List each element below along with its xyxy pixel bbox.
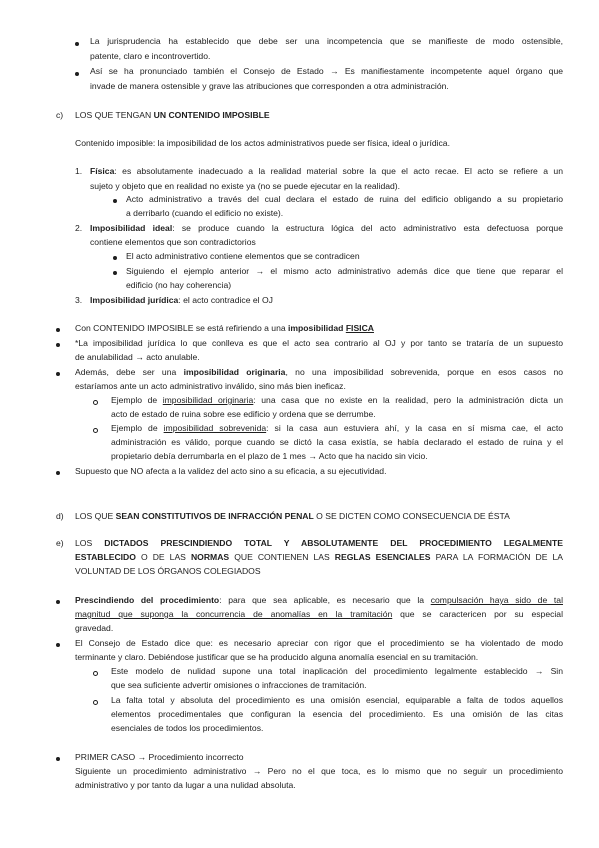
sub-bullet-icon: [93, 671, 98, 676]
section-heading: ESTABLECIDO O DE LAS NORMAS QUE CONTIENEN LAS REGLAS ESENCIALES PARA LA FORMACIÓN DE LA: [75, 552, 563, 562]
section-marker: d): [56, 511, 64, 521]
bullet-icon: [56, 343, 60, 347]
paragraph-line: El acto administrativo contiene elementos que se contradicen: [126, 251, 360, 261]
paragraph-line: Este modelo de nulidad supone una total inaplicación del procedimiento legalmente establecido → Sin: [111, 666, 563, 676]
paragraph-line: acto de estado de ruina sobre ese edificio y ordena que se derrumbe.: [111, 409, 376, 419]
bullet-icon: [113, 256, 117, 260]
paragraph-line: Ejemplo de imposibilidad originaria: una casa que no existe en la realidad, pero la administración dicta un: [111, 395, 564, 405]
paragraph-line: elementos procedimentales que configuran la esencia del procedimiento. Es una omisión de las citas: [111, 709, 563, 719]
section-heading: LOS QUE TENGAN UN CONTENIDO IMPOSIBLE: [75, 110, 270, 120]
paragraph-line: La jurisprudencia ha establecido que debe ser una incompetencia que se manifieste de modo ostensible,: [90, 36, 563, 46]
paragraph-line: que sea suficiente advertir omisiones o infracciones de tramitación.: [111, 680, 367, 690]
list-item: Imposibilidad ideal: se produce cuando la estructura lógica del acto administrativo esta defectuosa porque: [90, 223, 563, 233]
paragraph-line: edificio (no hay coherencia): [126, 280, 232, 290]
paragraph-line: *La imposibilidad jurídica lo que conlleva es que el acto sea contrario al OJ y por tanto se trataría de un supuesto: [75, 338, 563, 348]
paragraph-line: administrativo y por tanto da lugar a una nulidad absoluta.: [75, 780, 296, 790]
paragraph-line: patente, claro e incontrovertido.: [90, 51, 211, 61]
paragraph-line: terminante y claro. Debiéndose justificar que se ha producido alguna anomalía esencial en su tramitación.: [75, 652, 479, 662]
paragraph-line: invade de manera ostensible y grave las atribuciones que corresponden a otra administración.: [90, 81, 449, 91]
paragraph-line: PRIMER CASO → Procedimiento incorrecto: [75, 752, 244, 762]
paragraph-line: propietario debía derrumbarla en el plazo de 1 mes → Acto que ha nacido sin vicio.: [111, 451, 428, 461]
paragraph-line: El Consejo de Estado dice que: es necesario apreciar con rigor que el procedimiento se ha violentado de modo: [75, 638, 563, 648]
paragraph-line: Siguiente un procedimiento administrativo → Pero no el que toca, es lo mismo que no seguir un procedimiento: [75, 766, 563, 776]
paragraph-line: Siguiendo el ejemplo anterior → el mismo acto administrativo además dice que tiene que reparar el: [126, 266, 563, 276]
list-item: Imposibilidad jurídica: el acto contradice el OJ: [90, 295, 273, 305]
bullet-icon: [56, 328, 60, 332]
bullet-icon: [56, 757, 60, 761]
paragraph-line: Ejemplo de imposibilidad sobrevenida: si la casa aun estuviera ahí, y la casa en sí misma cae, el acto: [111, 423, 564, 433]
paragraph-line: sujeto y objeto que en realidad no existe ya (no se puede ejecutar en la realidad).: [90, 181, 401, 191]
section-heading: LOS QUE SEAN CONSTITUTIVOS DE INFRACCIÓN PENAL O SE DICTEN COMO CONSECUENCIA DE ÉSTA: [75, 511, 510, 521]
paragraph-line: contiene elementos que son contradictorios: [90, 237, 256, 247]
paragraph-line: esenciales de todos los procedimientos.: [111, 723, 264, 733]
bullet-icon: [113, 199, 117, 203]
bullet-icon: [56, 643, 60, 647]
paragraph-line: Además, debe ser una imposibilidad originaria, no una imposibilidad sobrevenida, porque en esos casos no: [75, 367, 564, 377]
sub-bullet-icon: [93, 700, 98, 705]
list-number: 3.: [75, 295, 83, 305]
paragraph-line: estaríamos ante un acto administrativo inválido, sino más bien ineficaz.: [75, 381, 346, 391]
paragraph-line: administración es válido, porque cuando se dictó la casa existía, se había declarado el estado de ruina y el: [111, 437, 563, 447]
section-marker: c): [56, 110, 64, 120]
bullet-icon: [56, 471, 60, 475]
bullet-icon: [75, 72, 79, 76]
list-number: 2.: [75, 223, 83, 233]
paragraph-line: Acto administrativo a través del cual declara el estado de ruina del edificio obligando a su propietario: [126, 194, 563, 204]
paragraph-line: La falta total y absoluta del procedimiento es una omisión esencial, equiparable a falta de todos aquellos: [111, 695, 563, 705]
list-item: Física: es absolutamente inadecuado a la realidad material sobre la que el acto recae. El acto se refiere a un: [90, 166, 563, 176]
sub-bullet-icon: [93, 400, 98, 405]
bullet-icon: [75, 42, 79, 46]
paragraph-line: gravedad.: [75, 623, 114, 633]
section-marker: e): [56, 538, 64, 548]
bullet-icon: [113, 271, 117, 275]
paragraph-line: Prescindiendo del procedimiento: para que sea aplicable, es necesario que la compulsación haya sido de tal: [75, 595, 563, 605]
bullet-icon: [56, 372, 60, 376]
section-heading: VOLUNTAD DE LOS ÓRGANOS COLEGIADOS: [75, 566, 261, 576]
paragraph-line: Con CONTENIDO IMPOSIBLE se está refiriendo a una imposibilidad FISICA: [75, 323, 374, 333]
list-number: 1.: [75, 166, 83, 176]
section-heading: LOS DICTADOS PRESCINDIENDO TOTAL Y ABSOLUTAMENTE DEL PROCEDIMIENTO LEGALMENTE: [75, 538, 563, 548]
paragraph-line: Supuesto que NO afecta a la validez del acto sino a su eficacia, a su ejecutividad.: [75, 466, 387, 476]
paragraph-line: de anulabilidad → acto anulable.: [75, 352, 200, 362]
paragraph-line: Así se ha pronunciado también el Consejo de Estado → Es manifiestamente incompetente aquel órgano que: [90, 66, 563, 76]
paragraph-line: a derribarlo (cuando el edificio no existe).: [126, 208, 284, 218]
paragraph-line: magnitud que suponga la concurrencia de anomalías en la tramitación que se caractericen por su especial: [75, 609, 563, 619]
paragraph-line: Contenido imposible: la imposibilidad de los actos administrativos puede ser física, ideal o jurídica.: [75, 138, 450, 148]
sub-bullet-icon: [93, 428, 98, 433]
bullet-icon: [56, 600, 60, 604]
